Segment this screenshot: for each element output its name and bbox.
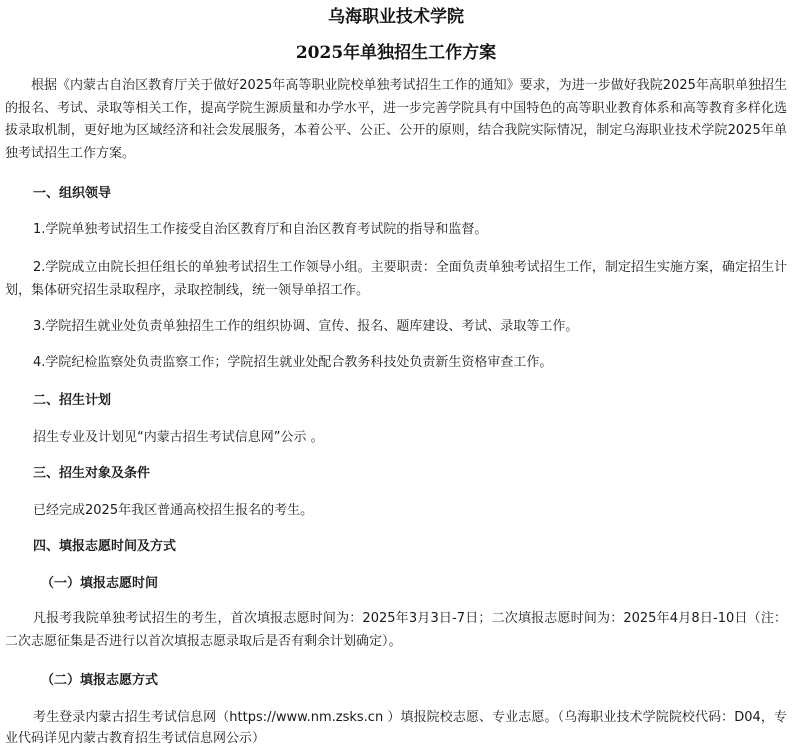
section-heading-organization: 一、组织领导 (33, 186, 112, 201)
section-heading-application: 四、填报志愿时间及方式 (33, 539, 177, 554)
plan-text: 招生专业及计划见“内蒙古招生考试信息网”公示 。 (33, 430, 324, 445)
application-time-text: 凡报考我院单独考试招生的考生，首次填报志愿时间为：2025年3月3日-7日；二次填报志愿时间为：2025年4月8日-10日（注：二次志愿征集是否进行以首次填报志愿录取后是否有剩余计划确定）。 (5, 611, 787, 649)
intro-paragraph: 根据《内蒙古自治区教育厅关于做好2025年高等职业院校单独考试招生工作的通知》要求，为进一步做好我院2025年高职单独招生的报名、考试、录取等相关工作，提高学院生源质量和办学水平，进一步完善学院具有中国特色的高等职业教育体系和高等教育多样化选拔录取机制，更好地为区域经济和社会发展服务，本着公平、公正、公开的原则，结合我院实际情况，制定乌海职业技术学院2025年单独考试招生工作方案。 (5, 78, 787, 162)
section-heading-eligibility: 三、招生对象及条件 (33, 466, 151, 481)
subsection-heading-time: （一）填报志愿时间 (41, 576, 159, 591)
application-method-text: 考生登录内蒙古招生考试信息网（https://www.nm.zsks.cn ）填报院校志愿、专业志愿。（乌海职业技术学院院校代码：D04，专业代码详见内蒙古教育招生考试信息网公示） (5, 710, 787, 746)
subsection-heading-method: （二）填报志愿方式 (41, 673, 159, 688)
section-heading-plan: 二、招生计划 (33, 393, 112, 408)
organization-item-4: 4.学院纪检监察处负责监察工作；学院招生就业处配合教务科技处负责新生资格审查工作。 (33, 355, 553, 370)
organization-item-1: 1.学院单独考试招生工作接受自治区教育厅和自治区教育考试院的指导和监督。 (33, 222, 488, 237)
organization-item-2: 2.学院成立由院长担任组长的单独考试招生工作领导小组。主要职责：全面负责单独考试招生工作，制定招生实施方案，确定招生计划，集体研究招生录取程序，录取控制线，统一领导单招工作。 (5, 260, 787, 298)
document-title: 乌海职业技术学院 (328, 7, 464, 27)
organization-item-3: 3.学院招生就业处负责单独招生工作的组织协调、宣传、报名、题库建设、考试、录取等工作。 (33, 319, 579, 334)
document-subtitle: 2025年单独招生工作方案 (295, 43, 497, 63)
eligibility-text: 已经完成2025年我区普通高校招生报名的考生。 (33, 503, 314, 518)
